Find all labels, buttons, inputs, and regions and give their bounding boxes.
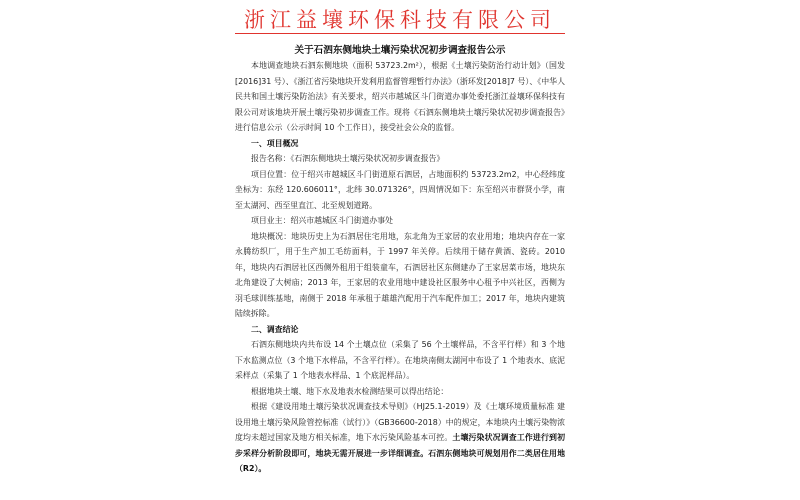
letterhead-divider [235, 33, 565, 34]
results-intro-paragraph: 根据地块土壤、地下水及地表水检测结果可以得出结论： [251, 386, 449, 396]
conclusion-paragraph [235, 399, 565, 477]
report-name-paragraph: 报告名称：《石泗东侧地块土壤污染状况初步调查报告》 [251, 154, 445, 163]
section-heading-conclusion: 二、调查结论 [251, 324, 299, 334]
document-body [235, 58, 565, 477]
document-page [235, 0, 565, 500]
conclusion-bold-text: 土壤污染状况调查工作进行到初步采样分析阶段即可，地块无需开展进一步详细调查。石泗东侧地块可规划用作二类居住用地（R2）。 [235, 433, 565, 473]
company-letterhead: 浙江益壤环保科技有限公司 [244, 8, 556, 32]
site-overview-paragraph: 地块概况：地块历史上为石泗居住宅用地，东北角为王家居的农业用地；地块内存在一家永腾纺织厂，用于生产加工毛纺面料，于 1997 年关停。后续用于储存黄酒、瓷砖。2010 年，地块内石泗居社区西侧外租用于组装童车，石泗居社区东侧建办了王家居菜市场，地块东北角建设了大树庙；2013 年，王家居的农业用地中建设社区服务中心租予中兴社区，西侧为羽毛球训练基地，南侧于 2018 年承租于雄雄汽配用于汽车配件加工；2017 年，地块内建筑陆续拆除。 [235, 231, 565, 318]
owner-paragraph: 项目业主：绍兴市越城区斗门街道办事处 [251, 216, 394, 225]
conclusion-normal-text: 根据《建设用地土壤污染状况调查技术导则》（HJ25.1-2019）及《土壤环境质量标准 建设用地土壤污染风险管控标准（试行）》（GB36600-2018）中的规定，本地块内土壤污染物浓度均未超过国家及地方相关标准，地下水污染风险基本可控。 [235, 402, 565, 442]
sampling-paragraph: 石泗东侧地块内共布设 14 个土壤点位（采集了 56 个土壤样品，不含平行样）和 3 个地下水监测点位（3 个地下水样品，不含平行样）。在地块南侧太湖河中布设了 1 个地表水、底泥采样点（采集了 1 个地表水样品、1 个底泥样品）。 [235, 340, 565, 380]
location-paragraph: 项目位置：位于绍兴市越城区斗门街道原石泗居，占地面积约 53723.2m2，中心经纬度坐标为：东经 120.606011°，北纬 30.071326°，四周情况如下：东至绍兴市群贤小学，南至太湖河、西至里直江、北至规划道路。 [235, 169, 565, 210]
section-heading-project-overview: 一、项目概况 [251, 138, 299, 148]
intro-paragraph: 本地调查地块石泗东侧地块（面积 53723.2m²），根据《土壤污染防治行动计划》（国发[2016]31 号）、《浙江省污染地块开发利用监督管理暂行办法》（浙环发[2018]7 号）、《中华人民共和国土壤污染防治法》有关要求，绍兴市越城区斗门街道办事处委托浙江益壤环保科技有限公司对该地块开展土壤污染初步调查工作。现将《石泗东侧地块土壤污染状况初步调查报告》进行信息公示（公示时间 10 个工作日），接受社会公众的监督。 [235, 61, 565, 132]
document-title: 关于石泗东侧地块土壤污染状况初步调查报告公示 [294, 45, 506, 56]
